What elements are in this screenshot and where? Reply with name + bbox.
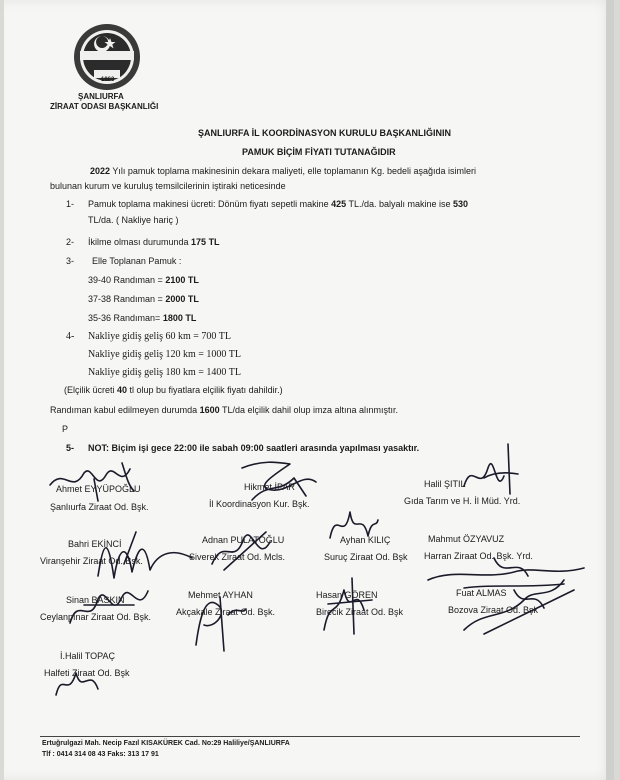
signature-scribble <box>314 570 384 640</box>
item1-line2: TL/da. ( Nakliye hariç ) <box>88 215 179 225</box>
page-edge <box>606 0 614 780</box>
signatory-name: Hikmet İPAR <box>244 482 295 492</box>
signature-scribble <box>64 575 154 635</box>
org-name: ZİRAAT ODASI BAŞKANLIĞI <box>50 102 159 111</box>
signatory-name: Sinan BASKIN <box>66 595 125 605</box>
item5-number: 5- <box>66 443 75 453</box>
signatory-title: İl Koordinasyon Kur. Bşk. <box>209 499 310 509</box>
nakliye-180: Nakliye gidiş geliş 180 km = 1400 TL <box>88 367 241 378</box>
signatory-title: Viranşehir Ziraat Od. Bşk. <box>40 556 143 566</box>
item2-text: İkilme olması durumunda 175 TL <box>88 237 220 247</box>
seal-year: 1963 <box>101 77 115 83</box>
signatory-name: Halil ŞITIL <box>424 479 466 489</box>
footer-rule <box>40 736 580 737</box>
signatory-title: Halfeti Ziraat Od. Bşk <box>44 668 130 678</box>
signatory-name: Ayhan KILIÇ <box>340 535 391 545</box>
item1-text: Pamuk toplama makinesi ücreti: Dönüm fiyatı sepetli makine 425 TL./da. balyalı makine ise 530 <box>88 199 469 209</box>
org-city: ŞANLIURFA <box>78 92 124 101</box>
signatory-name: Ahmet EYYÜPOĞLU <box>56 484 141 494</box>
randiman-row-1: 39-40 Randıman = 2100 TL <box>88 275 199 285</box>
signature-scribble <box>48 655 108 705</box>
signatory-name: Adnan PULATOĞLU <box>202 535 285 545</box>
signature-scribble <box>44 455 154 505</box>
signatory-name: Hasan GÖREN <box>316 590 378 600</box>
randiman-row-3: 35-36 Randıman= 1800 TL <box>88 313 197 323</box>
signatory-title: Bozova Ziraat Od. Bşk <box>448 605 539 615</box>
footer-address: Ertuğrulgazi Mah. Necip Fazıl KISAKÜREK Cad. No:29 Haliliye/ŞANLIURFA <box>42 740 290 747</box>
nakliye-60: Nakliye gidiş geliş 60 km = 700 TL <box>88 331 231 342</box>
doc-title-line2: PAMUK BİÇİM FİYATI TUTANAĞIDIR <box>242 147 396 157</box>
signature-scribble <box>322 498 382 558</box>
intro-line1 <box>90 166 476 176</box>
item2-number: 2- <box>66 237 75 247</box>
elcilik-note: (Elçilik ücreti 40 tl olup bu fiyatlara elçilik fiyatı dahildir.) <box>64 385 283 395</box>
item5-note: NOT: Biçim işi gece 22:00 ile sabah 09:00 saatleri arasında yapılması yasaktır. <box>88 443 420 453</box>
intro-line1-text: Yılı pamuk toplama makinesinin dekara maliyeti, elle toplamanın Kg. bedeli aşağıda isimleri <box>110 166 477 176</box>
signatory-name: Fuat ALMAS <box>456 588 507 598</box>
signatory-title: Birecik Ziraat Od. Bşk <box>316 607 404 617</box>
item3-text: Elle Toplanan Pamuk : <box>92 256 182 266</box>
intro-line2: bulunan kurum ve kuruluş temsilcilerinin iştiraki neticesinde <box>50 181 286 191</box>
signatory-title: Akçakale Ziraat Od. Bşk. <box>176 607 276 617</box>
randiman-kabul-note: Randıman kabul edilmeyen durumda 1600 TL/da elçilik dahil olup imza altına alınmıştır. <box>50 405 399 415</box>
signatory-title: Şanlıurfa Ziraat Od. Bşk. <box>50 502 149 512</box>
nakliye-120: Nakliye gidiş geliş 120 km = 1000 TL <box>88 349 241 360</box>
item4-number: 4- <box>66 331 75 342</box>
signature-scribble <box>84 518 204 588</box>
signatory-name: İ.Halil TOPAÇ <box>60 651 116 661</box>
signatory-title: Ceylanpınar Ziraat Od. Bşk. <box>40 612 152 622</box>
item1-number: 1- <box>66 199 75 209</box>
signatory-title: Siverek Ziraat Od. Mcls. <box>189 552 286 562</box>
footer-phone: Tlf : 0414 314 08 43 Faks: 313 17 91 <box>42 751 159 758</box>
intro-year: 2022 <box>90 166 111 176</box>
item3-number: 3- <box>66 256 75 266</box>
stray-letter: P <box>62 424 69 434</box>
signatory-name: Mahmut ÖZYAVUZ <box>428 534 505 544</box>
signatory-name: Bahri EKİNCİ <box>68 539 122 549</box>
signatory-name: Mehmet AYHAN <box>188 590 253 600</box>
signatory-title: Gıda Tarım ve H. İl Müd. Yrd. <box>404 496 521 506</box>
doc-title-line1: ŞANLIURFA İL KOORDİNASYON KURULU BAŞKANLIĞININ <box>198 128 452 138</box>
document-page <box>4 0 614 780</box>
randiman-row-2: 37-38 Randıman = 2000 TL <box>88 294 199 304</box>
signatory-title: Harran Ziraat Od. Bşk. Yrd. <box>424 551 533 561</box>
signatory-title: Suruç Ziraat Od. Bşk <box>324 552 408 562</box>
signature-scribble <box>204 520 284 580</box>
